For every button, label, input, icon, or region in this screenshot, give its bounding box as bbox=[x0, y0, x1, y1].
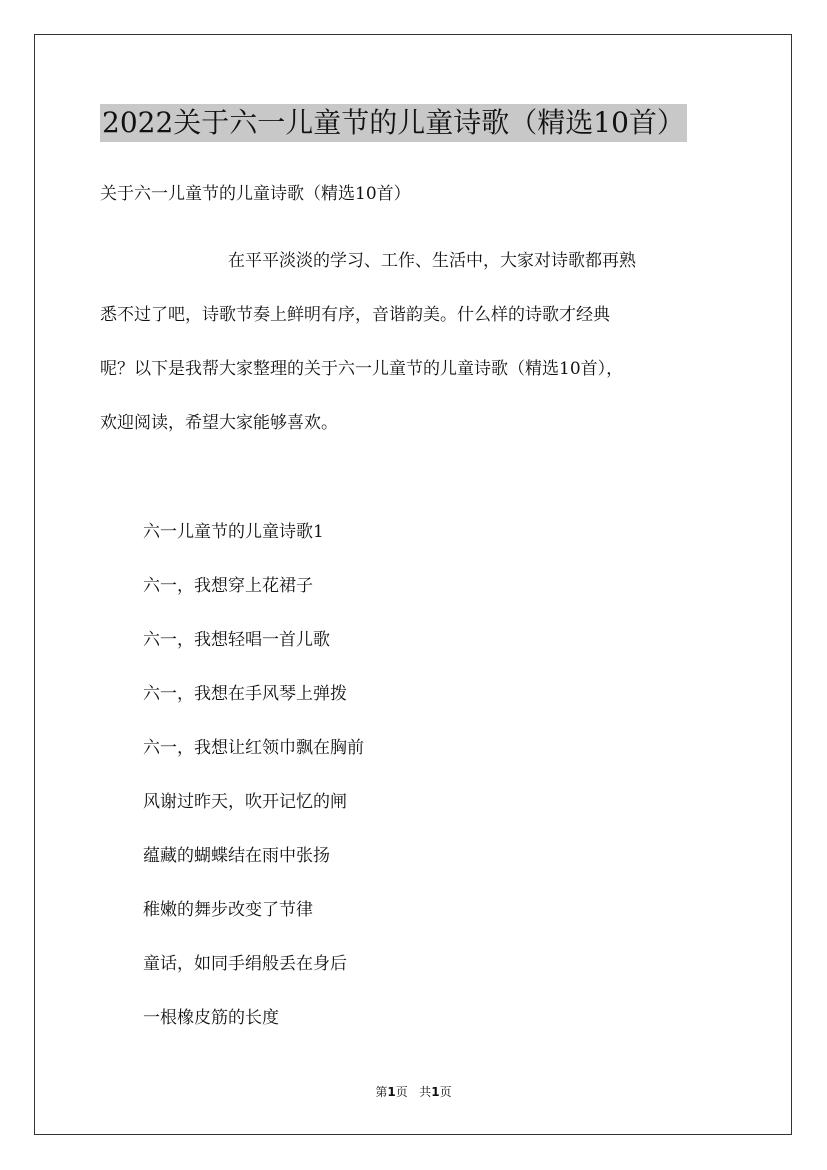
document-title: 2022关于六一儿童节的儿童诗歌（精选10首） bbox=[100, 104, 687, 142]
intro-line: 呢？以下是我帮大家整理的关于六一儿童节的儿童诗歌（精选10首）， bbox=[100, 359, 624, 379]
intro-line: 欢迎阅读，希望大家能够喜欢。 bbox=[100, 413, 338, 433]
intro-line: 悉不过了吧，诗歌节奏上鲜明有序，音谐韵美。什么样的诗歌才经典 bbox=[100, 305, 610, 325]
poem-line: 一根橡皮筋的长度 bbox=[143, 1008, 279, 1028]
intro-paragraph bbox=[100, 234, 730, 450]
page-footer bbox=[0, 1083, 827, 1101]
page-prefix: 第 bbox=[375, 1085, 388, 1099]
page-suffix: 页 bbox=[395, 1085, 408, 1099]
page-current: 1 bbox=[387, 1085, 396, 1099]
poem-line: 蕴藏的蝴蝶结在雨中张扬 bbox=[143, 846, 330, 866]
poem-line: 六一，我想在手风琴上弹拨 bbox=[143, 684, 347, 704]
poem-line: 稚嫩的舞步改变了节律 bbox=[143, 900, 313, 920]
total-suffix: 页 bbox=[439, 1085, 452, 1099]
poem-line: 风谢过昨天，吹开记忆的闸 bbox=[143, 792, 347, 812]
poem-line: 六一，我想让红领巾飘在胸前 bbox=[143, 738, 364, 758]
poem-line: 六一，我想穿上花裙子 bbox=[143, 576, 313, 596]
poem-line: 六一，我想轻唱一首儿歌 bbox=[143, 630, 330, 650]
intro-line: 在平平淡淡的学习、工作、生活中，大家对诗歌都再熟 bbox=[228, 251, 636, 271]
poem-heading: 六一儿童节的儿童诗歌1 bbox=[143, 522, 324, 542]
poem-line: 童话，如同手绢般丢在身后 bbox=[143, 954, 347, 974]
document-subtitle: 关于六一儿童节的儿童诗歌（精选10首） bbox=[100, 184, 411, 204]
total-pages: 1 bbox=[431, 1085, 440, 1099]
total-prefix: 共 bbox=[419, 1085, 432, 1099]
poem-section bbox=[143, 505, 364, 1045]
